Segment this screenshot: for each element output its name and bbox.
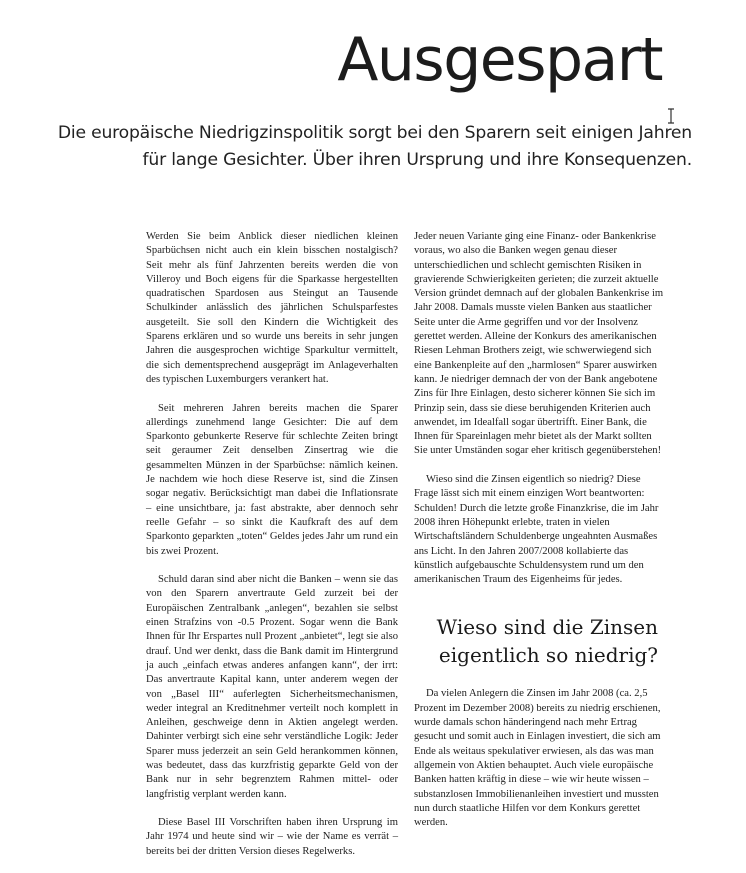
section-heading-line: Wieso sind die Zinsen — [436, 615, 658, 640]
paragraph: Werden Sie beim Anblick dieser niedlichen kleinen Sparbüchsen nicht auch ein klein bisschen nostalgisch? Seit mehr als fünf Jahrzenten bereits werden die von Villeroy und Boch eigens für die Sparkasse hergestellten quadratischen Spardosen aus Steingut an Tausende Schulkinder anlässlich des jährlichen Schulsparfestes ausgeteilt. Sie soll den Kindern die Wichtigkeit des Sparens erklären und so wurde uns bereits in sehr jungen Jahren die ausgesprochen wichtige Sparkultur vermittelt, die sich dementsprechend ausgeprägt im Anlageverhalten des typischen Luxemburgers verankert hat. — [146, 231, 398, 385]
left-column — [146, 230, 398, 873]
paragraph: Wieso sind die Zinsen eigentlich so niedrig? Diese Frage lässt sich mit einem einzigen Wort beantworten: Schulden! Durch die letzte große Finanzkrise, die im Jahr 2008 ihren Höhepunkt erlebte, traten in vielen Wirtschaftsländern Schuldenberge ungeahnten Ausmaßes ans Licht. In den Jahren 2007/2008 kollabierte das künstlich aufgebauschte Schuldensystem rund um den amerikanischen Traum des Eigenheims für jedes. — [414, 474, 659, 586]
paragraph: Da vielen Anlegern die Zinsen im Jahr 2008 (ca. 2,5 Prozent im Dezember 2008) bereits zu niedrig erschienen, wurde damals schon händeringend nach mehr Ertrag gesucht und somit auch in Einlagen investiert, die sich am Ende als weitaus spekulativer erwiesen, als das was man allgemein von Aktien behauptet. Auch viele europäische Banken hatten kräftig in diese – wie wir heute wissen – substanzlosen Immobilienanleihen investiert und mussten nun durch staatliche Hilfen vor dem Konkurs gerettet werden. — [414, 688, 661, 829]
paragraph: Schuld daran sind aber nicht die Banken – wenn sie das von den Sparern anvertraute Geld zurzeit bei der Europäischen Zentralbank „anlegen“, bezahlen sie selbst einen Strafzins von -0.5 Prozent. Sogar wenn die Bank Ihnen für Ihr Erspartes null Prozent „anbietet“, legt sie also drauf. Und wer denkt, dass die Bank damit im Hintergrund ja auch „einfach etwas anderes anfangen kann“, der irrt: Das anvertraute Kapital kann, unter anderem wegen der von „Basel III“ auferlegten Sicherheitsmechanismen, weder integral an Kreditnehmer verteilt noch komplett in Anleihen, geschweige denn in Aktien angelegt werden. Dahinter verbirgt sich eine sehr verständliche Logik: Jeder Sparer muss jederzeit an sein Geld herankommen können, was bedeutet, dass das kurzfristig geparkte Geld von der Bank nur in sehr begrenztem Rahmen mittel- oder langfristig verplant werden kann. — [146, 574, 398, 800]
paragraph: Diese Basel III Vorschriften haben ihren Ursprung im Jahr 1974 und heute sind wir – wie der Name es verrät – bereits bei der dritten Version dieses Regelwerks. — [146, 817, 398, 857]
section-heading — [414, 613, 658, 669]
article-title: Ausgespart — [337, 25, 662, 95]
paragraph: Jeder neuen Variante ging eine Finanz- oder Bankenkrise voraus, wo also die Banken wegen genau dieser unterschiedlichen und schlecht gemischten Risiken in gravierende Schwierigkeiten gerieten; die zurzeit aktuelle Version gründet demnach auf der globalen Bankenkrise im Jahr 2008. Damals musste vielen Banken aus staatlicher Seite unter die Arme gegriffen und vor der Insolvenz gerettet werden. Alleine der Konkurs des amerikanischen Riesen Lehman Brothers zeigt, wie schwerwiegend sich eine Bankenpleite auf den „harmlosen“ Sparer auswirken kann. Je niedriger demnach der von der Bank angebotene Zins für Ihre Einlagen, desto sicherer können Sie sich im Prinzip sein, dass sie diese beruhigenden Kriterien auch anwendet, im Idealfall sogar übertrifft. Einer Bank, die Ihnen für Spareinlagen mehr bietet als der Markt sollten Sie unter Umständen sogar eher kritisch gegenüberstehen! — [414, 231, 664, 457]
section-heading-line: eigentlich so niedrig? — [438, 643, 658, 668]
article-lead: Die europäische Niedrigzinspolitik sorgt bei den Sparern seit einigen Jahren für lange Gesichter. Über ihren Ursprung und ihre Konsequenzen. — [57, 123, 692, 170]
right-column — [414, 230, 666, 845]
paragraph: Seit mehreren Jahren bereits machen die Sparer allerdings zunehmend lange Gesichter: Die auf dem Sparkonto gebunkerte Reserve für schlechte Zeiten bringt seit geraumer Zeit denselben Zinsertrag wie die gesammelten Münzen in der Sparbüchse: nämlich keinen. Je nachdem wie hoch diese Reserve ist, sind die Zinsen sogar negativ. Berücksichtigt man dabei die Inflationsrate – eine unsichtbare, ja: fast abstrakte, aber dennoch sehr reelle Gefahr – so sinkt die Kaufkraft des auf dem Sparkonto geparkten „toten“ Geldes jedes Jahr um rund ein bis zwei Prozent. — [146, 402, 398, 557]
